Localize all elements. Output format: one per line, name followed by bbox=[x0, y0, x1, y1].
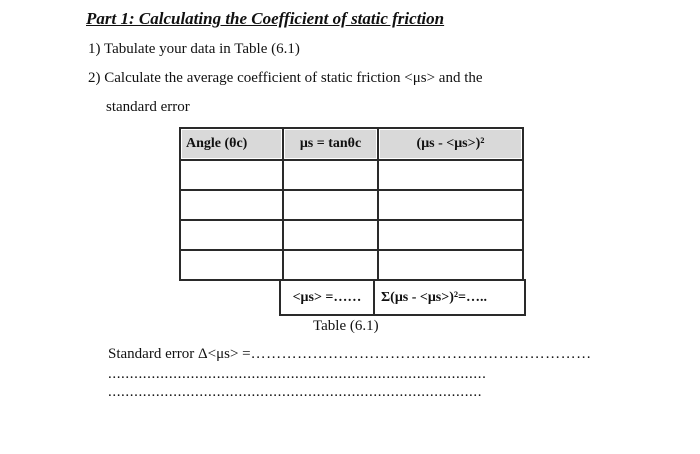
table-cell bbox=[180, 220, 283, 250]
header-angle: Angle (θc) bbox=[180, 128, 283, 160]
table-row bbox=[180, 250, 523, 280]
table-cell bbox=[180, 190, 283, 220]
table-row bbox=[180, 220, 523, 250]
table-cell bbox=[283, 220, 378, 250]
summary-row bbox=[280, 280, 525, 315]
table-cell bbox=[283, 190, 378, 220]
table-row bbox=[180, 160, 523, 190]
header-deviation-squared: (μs - <μs>)² bbox=[378, 128, 523, 160]
table-cell bbox=[180, 250, 283, 280]
page-heading: Part 1: Calculating the Coefficient of static friction bbox=[86, 9, 445, 28]
summary-table bbox=[279, 279, 526, 316]
table-cell bbox=[378, 220, 523, 250]
table-cell bbox=[180, 160, 283, 190]
standard-error-dots: ………………………………………………………… bbox=[250, 346, 592, 362]
answer-dotted-line-2: ...................................................................................... bbox=[108, 384, 483, 400]
data-table bbox=[179, 127, 524, 281]
standard-error-line bbox=[108, 346, 592, 363]
answer-dotted-line-1: ....................................................................................... bbox=[108, 366, 487, 382]
table-cell bbox=[378, 250, 523, 280]
table-row bbox=[180, 190, 523, 220]
instruction-step-1: 1) Tabulate your data in Table (6.1) bbox=[88, 41, 300, 57]
standard-error-label: Standard error Δ<μs> = bbox=[108, 346, 251, 362]
table-cell bbox=[378, 160, 523, 190]
table-header-row bbox=[180, 128, 523, 160]
table-cell bbox=[283, 250, 378, 280]
header-mu-s: μs = tanθc bbox=[283, 128, 378, 160]
mean-mu-s-cell: <μs> =…… bbox=[280, 280, 374, 315]
sum-squared-deviation-cell: Σ(μs - <μs>)²=….. bbox=[374, 280, 525, 315]
table-caption: Table (6.1) bbox=[313, 318, 379, 334]
table-cell bbox=[283, 160, 378, 190]
instruction-step-2-continued: standard error bbox=[106, 99, 190, 115]
table-cell bbox=[378, 190, 523, 220]
instruction-step-2: 2) Calculate the average coefficient of static friction <μs> and the bbox=[88, 70, 483, 86]
